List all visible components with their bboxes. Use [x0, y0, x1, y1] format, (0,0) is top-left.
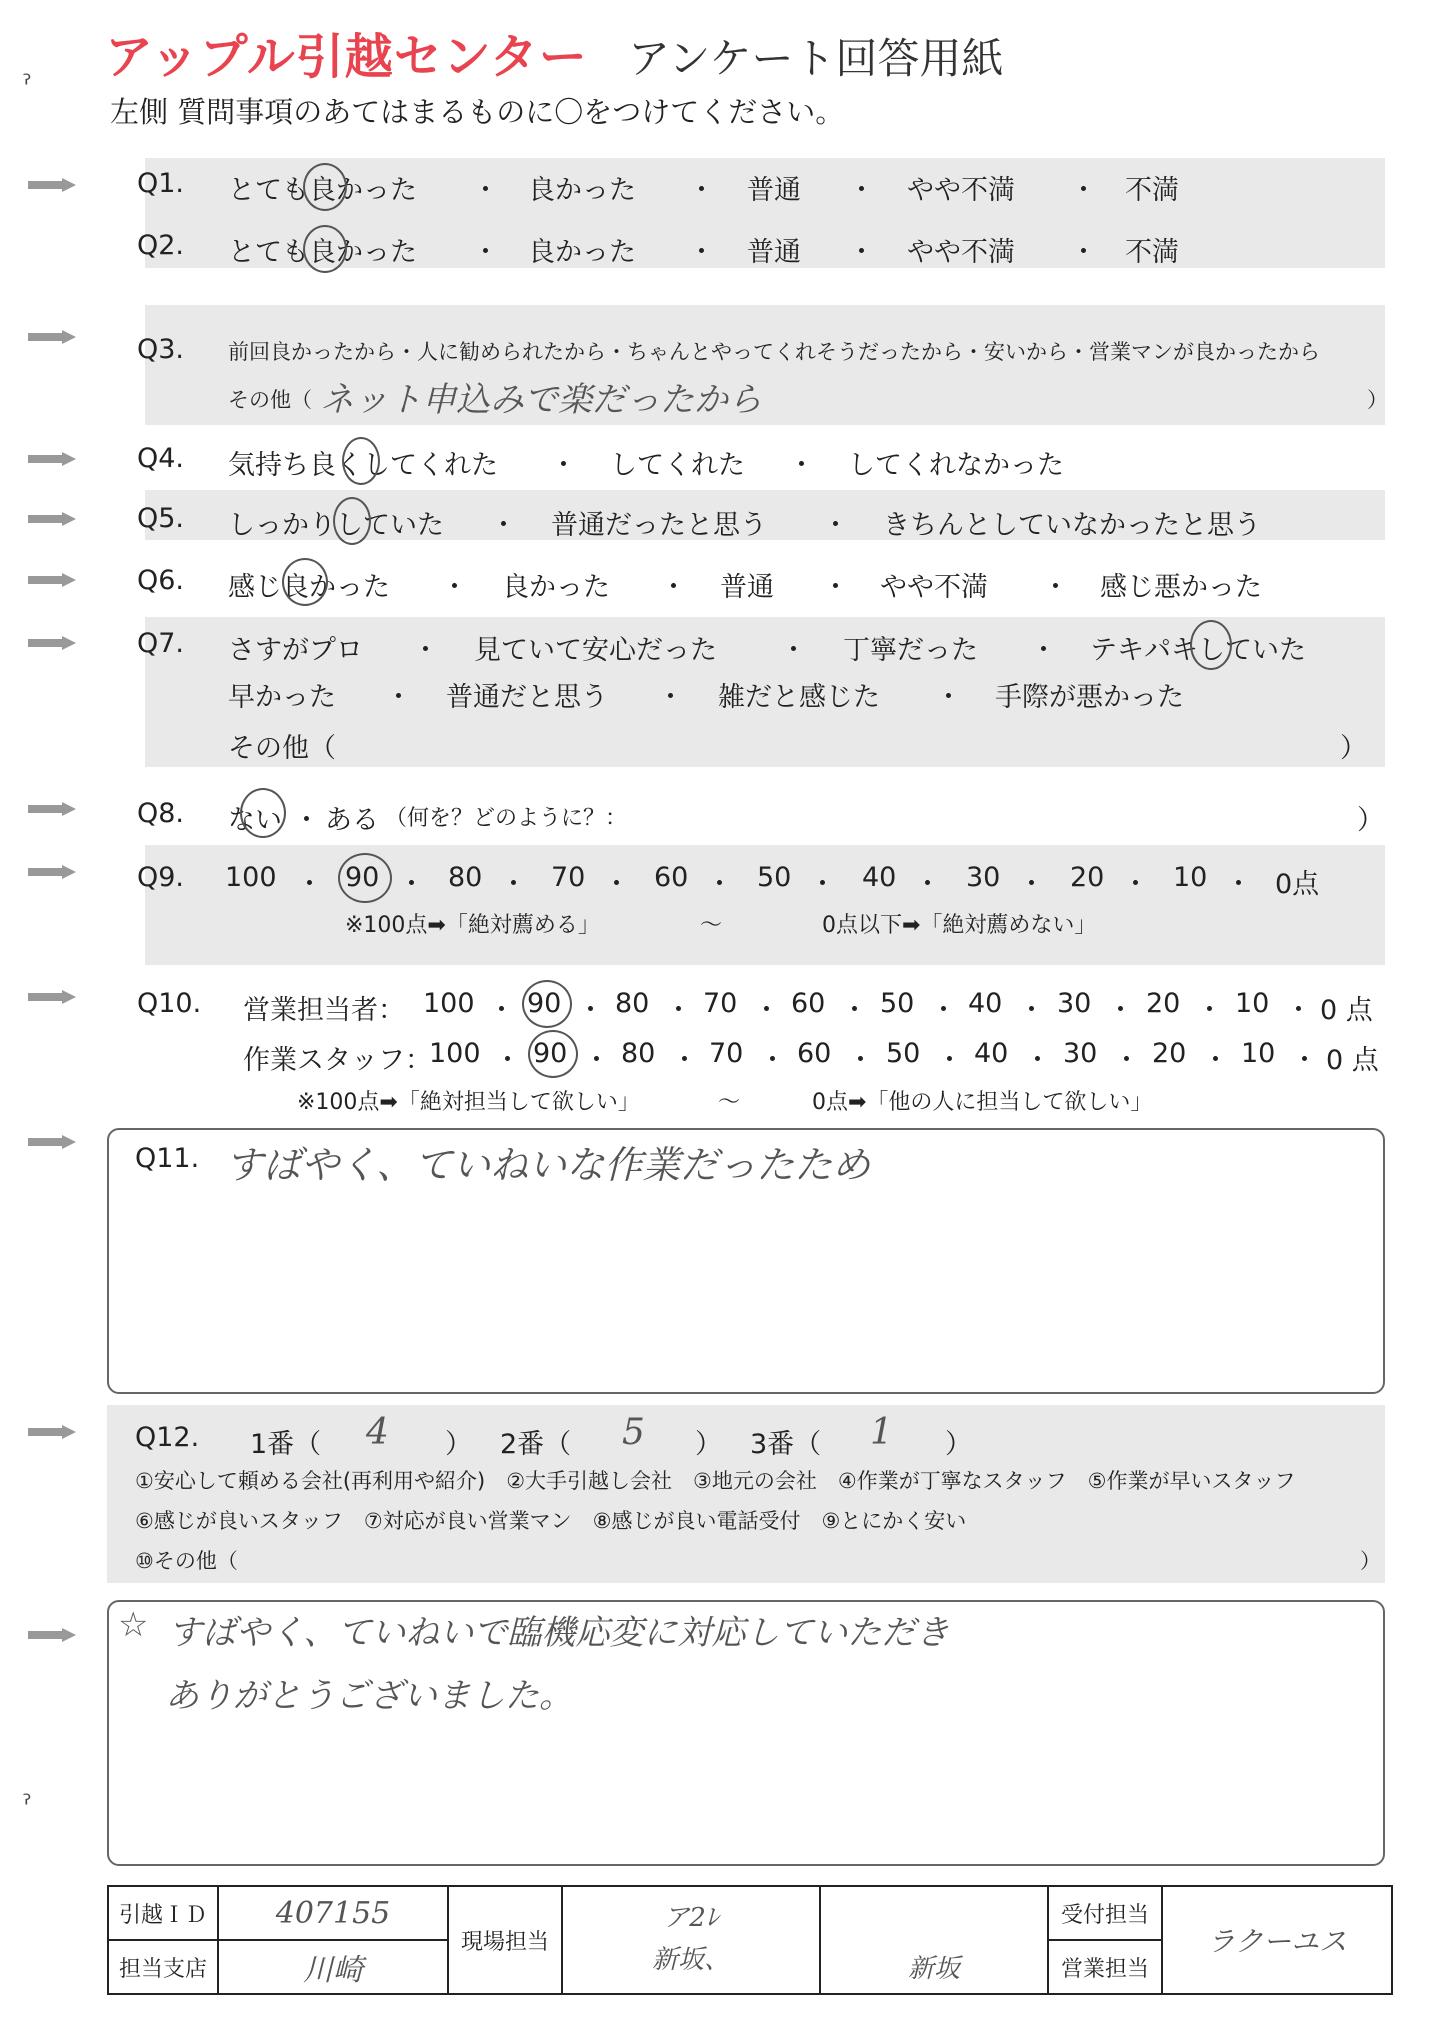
site-label: 現場担当: [448, 1886, 562, 1994]
selection-circle: [338, 853, 392, 903]
q7-label: Q7.: [137, 628, 185, 659]
q10-sales-label: 営業担当者：: [243, 995, 405, 1026]
q3-handwritten-answer[interactable]: ネット申込みで楽だったから: [320, 380, 762, 420]
q10-staff-score[interactable]: 20: [1152, 1038, 1187, 1069]
q10-sales-score[interactable]: 90: [527, 988, 562, 1019]
q1-option[interactable]: とても良かった: [228, 175, 417, 206]
q1-option[interactable]: 不満: [1125, 175, 1179, 206]
q10-note-right: 0点➡「他の人に担当して欲しい」: [812, 1090, 1153, 1115]
selection-circle: [1190, 620, 1232, 670]
q9-score[interactable]: 10: [1173, 862, 1208, 893]
footer-table: [107, 1885, 1393, 1995]
selection-circle: [240, 788, 286, 838]
q8-option[interactable]: ある: [325, 805, 379, 836]
punch-mark: ˀ: [22, 1790, 32, 1820]
q9-note-right: 0点以下➡「絶対薦めない」: [822, 913, 1097, 938]
q9-score[interactable]: 30: [966, 862, 1001, 893]
q7-option[interactable]: 雑だと感じた: [718, 682, 880, 713]
q6-option[interactable]: 感じ悪かった: [1100, 572, 1262, 603]
q6-option[interactable]: 良かった: [502, 572, 610, 603]
q11-handwritten-answer[interactable]: すばやく、ていねいな作業だったため: [225, 1143, 871, 1187]
q10-sales-score[interactable]: 70: [703, 988, 738, 1019]
arrow-icon: [28, 178, 76, 192]
q10-staff-score[interactable]: 0 点: [1326, 1045, 1379, 1076]
sales-label: 営業担当: [1048, 1940, 1162, 1994]
q10-tilde: 〜: [718, 1090, 741, 1115]
q10-label: Q10.: [137, 988, 202, 1019]
q5-option[interactable]: きちんとしていなかったと思う: [883, 510, 1261, 541]
q10-sales-score[interactable]: 20: [1146, 988, 1181, 1019]
q9-score[interactable]: 20: [1070, 862, 1105, 893]
arrow-icon: [28, 330, 76, 344]
q7-option[interactable]: 早かった: [228, 682, 336, 713]
q10-sales-score[interactable]: 0 点: [1320, 995, 1373, 1026]
q6-label: Q6.: [137, 565, 185, 596]
q10-sales-score[interactable]: 10: [1235, 988, 1270, 1019]
q2-option[interactable]: 良かった: [528, 237, 636, 268]
q12-choices-line1: ①安心して頼める会社(再利用や紹介) ②大手引越し会社 ③地元の会社 ④作業が丁寧なスタッフ ⑤作業が早いスタッフ: [135, 1469, 1296, 1493]
q9-note-left: ※100点➡「絶対薦める」: [345, 913, 600, 938]
q9-score[interactable]: 50: [757, 862, 792, 893]
q10-sales-score[interactable]: 40: [968, 988, 1003, 1019]
q4-option[interactable]: 気持ち良くしてくれた: [228, 450, 498, 481]
document-title: アンケート回答用紙: [628, 34, 1004, 83]
q9-score[interactable]: 70: [551, 862, 586, 893]
q9-score[interactable]: 80: [448, 862, 483, 893]
q10-staff-score[interactable]: 60: [797, 1038, 832, 1069]
arrow-icon: [28, 1425, 76, 1439]
q12-second-value[interactable]: 5: [622, 1412, 645, 1453]
q12-first-label: 1番（: [250, 1429, 322, 1460]
selection-circle: [303, 163, 347, 211]
q12-third-value[interactable]: 1: [870, 1412, 893, 1453]
q10-staff-score[interactable]: 50: [886, 1038, 921, 1069]
q4-label: Q4.: [137, 443, 185, 474]
q7-option[interactable]: さすがプロ: [228, 635, 363, 666]
q1-label: Q1.: [137, 168, 185, 199]
q10-staff-score[interactable]: 80: [621, 1038, 656, 1069]
q7-other-label: その他（: [228, 733, 336, 764]
q10-staff-score[interactable]: 90: [533, 1038, 568, 1069]
q3-other-label: その他（: [228, 388, 312, 412]
selection-circle: [522, 980, 572, 1028]
q6-option[interactable]: 普通: [720, 572, 774, 603]
reception-label: 受付担当: [1048, 1886, 1162, 1940]
q3-other-close: ）: [1367, 388, 1388, 412]
q8-detail: （何を？どのように？：: [385, 806, 628, 831]
q9-score[interactable]: 60: [654, 862, 689, 893]
branch-value[interactable]: 川崎: [218, 1940, 448, 1994]
q7-option[interactable]: テキパキしていた: [1090, 635, 1306, 666]
q10-sales-score[interactable]: 50: [880, 988, 915, 1019]
site-value-bottom: 新坂、: [651, 1945, 730, 1975]
q10-staff-score[interactable]: 40: [974, 1038, 1009, 1069]
q8-option[interactable]: ない: [228, 805, 282, 836]
q5-label: Q5.: [137, 503, 185, 534]
q9-score[interactable]: 0点: [1275, 869, 1320, 900]
q10-sales-score[interactable]: 100: [423, 988, 475, 1019]
selection-circle: [528, 1030, 578, 1078]
arrow-icon: [28, 1135, 76, 1149]
q1-option[interactable]: 普通: [747, 175, 801, 206]
selection-circle: [303, 225, 347, 273]
q10-sales-score[interactable]: 80: [615, 988, 650, 1019]
comment-line1[interactable]: すばやく、ていねいで臨機応変に対応していただき: [168, 1613, 950, 1653]
q10-staff-score[interactable]: 10: [1241, 1038, 1276, 1069]
arrow-icon: [28, 990, 76, 1004]
q12-close: ）: [945, 1429, 972, 1460]
q12-first-value[interactable]: 4: [366, 1412, 389, 1453]
q9-score[interactable]: 100: [225, 862, 277, 893]
q2-label: Q2.: [137, 230, 185, 261]
instruction-text: 左側 質問事項のあてはまるものに〇をつけてください。: [110, 95, 845, 129]
q10-staff-score[interactable]: 30: [1063, 1038, 1098, 1069]
q7-option[interactable]: 普通だと思う: [446, 682, 608, 713]
brand-title: アップル引越センター: [105, 29, 588, 85]
q9-label: Q9.: [137, 862, 185, 893]
q1-option[interactable]: やや不満: [907, 175, 1015, 206]
q8-label: Q8.: [137, 798, 185, 829]
q7-option[interactable]: 見ていて安心だった: [474, 635, 717, 666]
q10-staff-score[interactable]: 100: [429, 1038, 481, 1069]
q4-option[interactable]: してくれた: [610, 450, 745, 481]
q10-note-left: ※100点➡「絶対担当して欲しい」: [297, 1090, 640, 1115]
q1-option[interactable]: 良かった: [528, 175, 636, 206]
q2-option[interactable]: やや不満: [907, 237, 1015, 268]
q2-option[interactable]: 不満: [1125, 237, 1179, 268]
q4-option[interactable]: してくれなかった: [848, 450, 1064, 481]
selection-circle: [342, 437, 380, 485]
arrow-icon: [28, 452, 76, 466]
star-icon: ☆: [118, 1605, 149, 1645]
q7-other-close: ）: [1340, 733, 1367, 764]
q7-option[interactable]: 丁寧だった: [843, 635, 978, 666]
q2-option[interactable]: 普通: [747, 237, 801, 268]
branch-label: 担当支店: [108, 1940, 218, 1994]
q6-option[interactable]: やや不満: [880, 572, 988, 603]
q9-score[interactable]: 40: [862, 862, 897, 893]
q3-options[interactable]: 前回良かったから・人に勧められたから・ちゃんとやってくれそうだったから・安いから・営業マンが良かったから: [228, 340, 1320, 364]
q2-option[interactable]: とても良かった: [228, 237, 417, 268]
q11-label: Q11.: [135, 1143, 200, 1174]
q10-sales-score[interactable]: 30: [1057, 988, 1092, 1019]
q12-close: ）: [445, 1429, 472, 1460]
reception-value[interactable]: ラクーユス: [1162, 1886, 1392, 1994]
move-id-label: 引越ＩＤ: [108, 1886, 218, 1940]
q12-close: ）: [695, 1429, 722, 1460]
punch-mark: ˀ: [22, 70, 32, 100]
arrow-icon: [28, 1628, 76, 1642]
selection-circle: [282, 558, 328, 606]
q3-label: Q3.: [137, 334, 185, 365]
q10-staff-label: 作業スタッフ：: [243, 1045, 432, 1076]
q12-second-label: 2番（: [500, 1429, 572, 1460]
move-id-value[interactable]: 407155: [218, 1886, 448, 1940]
q10-sales-score[interactable]: 60: [791, 988, 826, 1019]
q12-other-close: ）: [1360, 1549, 1381, 1573]
q5-option[interactable]: 普通だったと思う: [551, 510, 767, 541]
comment-line2[interactable]: ありがとうございました。: [165, 1676, 573, 1716]
q12-label: Q12.: [135, 1422, 200, 1453]
arrow-icon: [28, 573, 76, 587]
arrow-icon: [28, 636, 76, 650]
q12-choices-line2: ⑥感じが良いスタッフ ⑦対応が良い営業マン ⑧感じが良い電話受付 ⑨とにかく安い: [135, 1509, 967, 1533]
q9-tilde: 〜: [700, 913, 723, 938]
q10-staff-score[interactable]: 70: [709, 1038, 744, 1069]
q8-close: ）: [1357, 805, 1384, 836]
q6-option[interactable]: 感じ良かった: [228, 572, 390, 603]
selection-circle: [333, 497, 371, 545]
arrow-icon: [28, 512, 76, 526]
q9-score[interactable]: 90: [345, 862, 380, 893]
q12-other-label: ⑩その他（: [135, 1549, 238, 1573]
arrow-icon: [28, 802, 76, 816]
q12-third-label: 3番（: [750, 1429, 822, 1460]
arrow-icon: [28, 865, 76, 879]
q5-option[interactable]: しっかりしていた: [228, 510, 444, 541]
site-value-top: ア2ﾚ: [663, 1903, 719, 1934]
site-value-second[interactable]: 新坂: [820, 1886, 1048, 1994]
q7-option[interactable]: 手際が悪かった: [995, 682, 1184, 713]
